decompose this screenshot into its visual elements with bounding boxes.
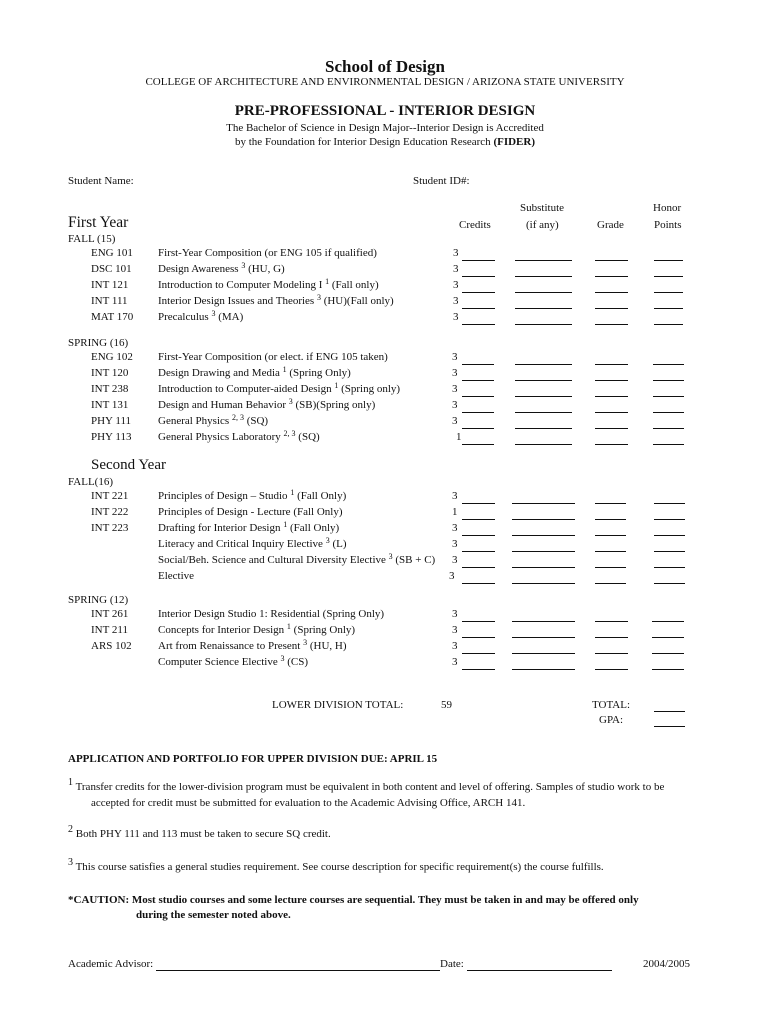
caution-line-2: during the semester noted above. bbox=[136, 909, 291, 921]
course-title: Introduction to Computer-aided Design $^1$ (Spring only) bbox=[158, 381, 401, 395]
credit-value: 3 bbox=[453, 279, 459, 291]
fall-1-heading: FALL (15) bbox=[68, 233, 116, 245]
second-year-heading: Second Year bbox=[91, 457, 166, 473]
course-title: Art from Renaissance to Present $^3$ (HU, H) bbox=[158, 638, 347, 652]
course-code: ENG 102 bbox=[91, 351, 133, 363]
course-code: INT 120 bbox=[91, 367, 129, 379]
course-title: First-Year Composition (or ENG 105 if qualified) bbox=[158, 247, 377, 259]
caution-line-1: *CAUTION: Most studio courses and some lecture courses are sequential. They must be taken in and may be offered only bbox=[68, 894, 639, 906]
course-code: INT 261 bbox=[91, 608, 129, 620]
student-name-label: Student Name: bbox=[68, 175, 134, 187]
course-title: Introduction to Computer Modeling I $^1$ (Fall only) bbox=[158, 277, 379, 291]
gpa-field[interactable] bbox=[654, 714, 685, 732]
honor-points-field[interactable] bbox=[652, 657, 684, 675]
program-title: PRE-PROFESSIONAL - INTERIOR DESIGN bbox=[234, 103, 536, 119]
spring-1-heading: SPRING (16) bbox=[68, 337, 129, 349]
course-code: PHY 113 bbox=[91, 431, 132, 443]
credit-value: 3 bbox=[452, 624, 458, 636]
credit-value: 3 bbox=[452, 640, 458, 652]
student-id-label: Student ID#: bbox=[413, 175, 470, 187]
col-credits: Credits bbox=[459, 219, 491, 231]
course-code: DSC 101 bbox=[91, 263, 132, 275]
credit-blank[interactable] bbox=[462, 312, 495, 330]
credit-value: 3 bbox=[452, 538, 458, 550]
substitute-field[interactable] bbox=[515, 312, 572, 330]
form-year: 2004/2005 bbox=[643, 958, 691, 970]
credit-value: 1 bbox=[456, 431, 462, 443]
credit-value: 3 bbox=[452, 367, 458, 379]
gpa-label: GPA: bbox=[599, 714, 624, 726]
academic-advisor-field[interactable] bbox=[156, 958, 440, 976]
course-title: General Physics Laboratory $^{2, 3}$ (SQ) bbox=[158, 429, 320, 443]
course-title: Interior Design Studio 1: Residential (Spring Only) bbox=[158, 608, 385, 620]
credit-blank[interactable] bbox=[462, 657, 495, 675]
credit-value: 3 bbox=[449, 570, 455, 582]
credit-blank[interactable] bbox=[462, 432, 494, 450]
grade-field[interactable] bbox=[595, 657, 628, 675]
honor-points-field[interactable] bbox=[654, 571, 685, 589]
credit-value: 3 bbox=[452, 399, 458, 411]
credit-value: 3 bbox=[453, 311, 459, 323]
credit-value: 3 bbox=[452, 656, 458, 668]
course-title: Principles of Design - Lecture (Fall Only) bbox=[158, 506, 343, 518]
course-title: Design and Human Behavior $^3$ (SB)(Spring only) bbox=[158, 397, 376, 411]
spring-2-heading: SPRING (12) bbox=[68, 594, 129, 606]
course-code: INT 211 bbox=[91, 624, 128, 636]
course-title: Interior Design Issues and Theories $^3$ (HU)(Fall only) bbox=[158, 293, 394, 307]
col-substitute-top: Substitute bbox=[520, 202, 565, 214]
date-field[interactable] bbox=[467, 958, 612, 976]
course-code: INT 221 bbox=[91, 490, 129, 502]
course-title: General Physics $^{2, 3}$ (SQ) bbox=[158, 413, 269, 427]
grade-field[interactable] bbox=[595, 432, 628, 450]
date-label: Date: bbox=[440, 958, 464, 970]
honor-points-field[interactable] bbox=[653, 432, 684, 450]
honor-points-field[interactable] bbox=[654, 312, 683, 330]
lower-division-total-value: 59 bbox=[441, 699, 452, 711]
course-title: Computer Science Elective $^3$ (CS) bbox=[158, 654, 309, 668]
application-deadline: APPLICATION AND PORTFOLIO FOR UPPER DIVISION DUE: APRIL 15 bbox=[68, 753, 438, 765]
course-title: First-Year Composition (or elect. if ENG 105 taken) bbox=[158, 351, 388, 363]
credit-value: 3 bbox=[452, 608, 458, 620]
credit-value: 3 bbox=[452, 554, 458, 566]
course-title: Design Awareness $^3$ (HU, G) bbox=[158, 261, 285, 275]
credit-value: 1 bbox=[452, 506, 458, 518]
total-label: TOTAL: bbox=[592, 699, 631, 711]
course-code: INT 222 bbox=[91, 506, 129, 518]
col-substitute-bottom: (if any) bbox=[526, 219, 559, 231]
credit-value: 3 bbox=[452, 415, 458, 427]
course-title: Social/Beh. Science and Cultural Diversity Elective $^3$ (SB + C) bbox=[158, 552, 436, 566]
course-title: Concepts for Interior Design $^1$ (Spring Only) bbox=[158, 622, 356, 636]
course-code: ENG 101 bbox=[91, 247, 133, 259]
course-code: MAT 170 bbox=[91, 311, 134, 323]
accreditation-line-1: The Bachelor of Science in Design Major--Interior Design is Accredited bbox=[226, 122, 544, 134]
college-name: COLLEGE OF ARCHITECTURE AND ENVIRONMENTAL DESIGN / ARIZONA STATE UNIVERSITY bbox=[145, 76, 625, 88]
credit-value: 3 bbox=[452, 490, 458, 502]
course-title: Principles of Design – Studio $^1$ (Fall Only) bbox=[158, 488, 347, 502]
accreditation-line-2: by the Foundation for Interior Design Education Research (FIDER) bbox=[235, 136, 535, 148]
course-title: Design Drawing and Media $^1$ (Spring Only) bbox=[158, 365, 351, 379]
course-title: Literacy and Critical Inquiry Elective $^3$ (L) bbox=[158, 536, 347, 550]
first-year-heading: First Year bbox=[68, 214, 129, 231]
grade-field[interactable] bbox=[595, 571, 626, 589]
page-title: School of Design bbox=[325, 57, 445, 76]
course-code: PHY 111 bbox=[91, 415, 132, 427]
substitute-field[interactable] bbox=[512, 571, 575, 589]
substitute-field[interactable] bbox=[515, 432, 572, 450]
lower-division-total-label: LOWER DIVISION TOTAL: bbox=[272, 699, 404, 711]
credit-value: 3 bbox=[452, 522, 458, 534]
grade-field[interactable] bbox=[595, 312, 628, 330]
col-honor-top: Honor bbox=[653, 202, 682, 214]
credit-value: 3 bbox=[452, 383, 458, 395]
course-code: INT 238 bbox=[91, 383, 129, 395]
fall-2-heading: FALL(16) bbox=[68, 476, 114, 488]
course-title: Drafting for Interior Design $^1$ (Fall Only) bbox=[158, 520, 340, 534]
footnote-1-cont: accepted for credit must be submitted for evaluation to the Academic Advising Office, ARCH 141. bbox=[91, 797, 526, 809]
course-code: INT 121 bbox=[91, 279, 129, 291]
footnote-1: $^1$ Transfer credits for the lower-division program must be equivalent in both content and level of offering. Samples of studio work to be bbox=[68, 777, 665, 793]
course-code: INT 111 bbox=[91, 295, 128, 307]
course-code: INT 223 bbox=[91, 522, 129, 534]
credit-value: 3 bbox=[452, 351, 458, 363]
academic-advisor-label: Academic Advisor: bbox=[68, 958, 154, 970]
course-title: Precalculus $^3$ (MA) bbox=[158, 309, 244, 323]
col-grade: Grade bbox=[597, 219, 624, 231]
credit-blank[interactable] bbox=[462, 571, 495, 589]
footnote-2: $^2$ Both PHY 111 and 113 must be taken to secure SQ credit. bbox=[68, 824, 331, 840]
credit-value: 3 bbox=[453, 247, 459, 259]
course-code: ARS 102 bbox=[91, 640, 132, 652]
col-honor-bottom: Points bbox=[654, 219, 682, 231]
credit-value: 3 bbox=[453, 263, 459, 275]
credit-value: 3 bbox=[453, 295, 459, 307]
substitute-field[interactable] bbox=[512, 657, 575, 675]
course-title: Elective bbox=[158, 570, 195, 582]
course-code: INT 131 bbox=[91, 399, 129, 411]
footnote-3: $^3$ This course satisfies a general studies requirement. See course description for specific requirement(s) the course fulfills. bbox=[68, 857, 604, 873]
